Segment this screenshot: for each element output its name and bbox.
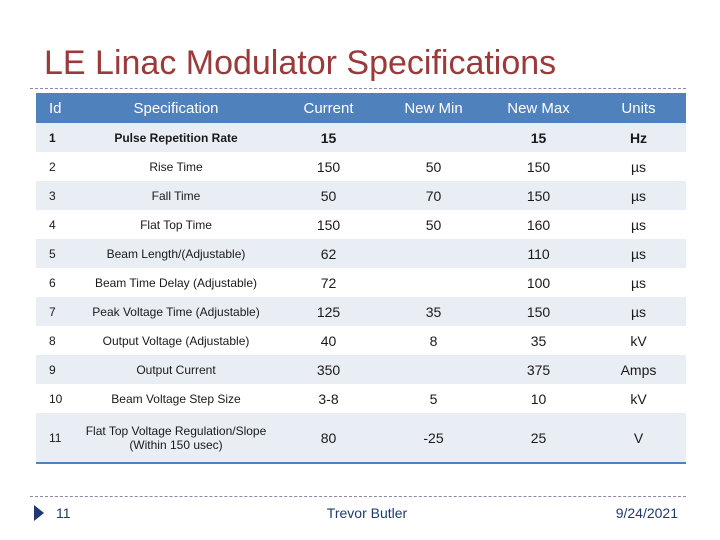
cell-new-max: 150: [486, 297, 591, 326]
cell-id: 2: [36, 152, 76, 181]
cell-units: V: [591, 413, 686, 463]
cell-units: Amps: [591, 355, 686, 384]
bottom-divider: [30, 496, 686, 497]
header-units: Units: [591, 93, 686, 123]
cell-units: µs: [591, 268, 686, 297]
cell-current: 150: [276, 210, 381, 239]
footer-author: Trevor Butler: [326, 505, 408, 521]
cell-new-max: 15: [486, 123, 591, 152]
cell-units: µs: [591, 239, 686, 268]
table-row: [36, 268, 686, 297]
cell-units: Hz: [591, 123, 686, 152]
table-row: [36, 297, 686, 326]
header-current: Current: [276, 93, 381, 123]
cell-id: 6: [36, 268, 76, 297]
cell-new-min: 70: [381, 181, 486, 210]
cell-units: kV: [591, 384, 686, 413]
cell-new-min: [381, 123, 486, 152]
cell-units: µs: [591, 152, 686, 181]
table-header-row: [36, 93, 686, 123]
cell-specification: Rise Time: [76, 152, 276, 181]
cell-id: 11: [36, 413, 76, 463]
cell-specification: Fall Time: [76, 181, 276, 210]
table-row: [36, 123, 686, 152]
cell-specification: Flat Top Time: [76, 210, 276, 239]
spec-table: [36, 93, 686, 464]
header-id: Id: [36, 93, 76, 123]
table-row: [36, 239, 686, 268]
cell-units: kV: [591, 326, 686, 355]
cell-current: 40: [276, 326, 381, 355]
cell-current: 80: [276, 413, 381, 463]
cell-current: 50: [276, 181, 381, 210]
cell-specification: Output Current: [76, 355, 276, 384]
table-row: [36, 355, 686, 384]
header-specification: Specification: [76, 93, 276, 123]
cell-new-max: 150: [486, 181, 591, 210]
cell-current: 150: [276, 152, 381, 181]
cell-id: 9: [36, 355, 76, 384]
cell-new-min: 35: [381, 297, 486, 326]
cell-units: µs: [591, 297, 686, 326]
cell-new-min: 5: [381, 384, 486, 413]
cell-new-max: 160: [486, 210, 591, 239]
cell-current: 72: [276, 268, 381, 297]
cell-specification: Beam Voltage Step Size: [76, 384, 276, 413]
table-row: [36, 210, 686, 239]
cell-new-min: -25: [381, 413, 486, 463]
cell-new-min: 50: [381, 210, 486, 239]
cell-current: 62: [276, 239, 381, 268]
top-divider: [30, 88, 686, 89]
cell-specification: Output Voltage (Adjustable): [76, 326, 276, 355]
cell-id: 5: [36, 239, 76, 268]
cell-new-min: 8: [381, 326, 486, 355]
cell-new-max: 375: [486, 355, 591, 384]
cell-specification: Pulse Repetition Rate: [76, 123, 276, 152]
footer-date: 9/24/2021: [615, 505, 678, 521]
cell-new-min: [381, 355, 486, 384]
table-row: [36, 413, 686, 463]
cell-new-max: 25: [486, 413, 591, 463]
cell-current: 350: [276, 355, 381, 384]
cell-new-min: 50: [381, 152, 486, 181]
table-row: [36, 181, 686, 210]
page-number: 11: [56, 505, 71, 521]
cell-current: 15: [276, 123, 381, 152]
table-row: [36, 326, 686, 355]
cell-id: 8: [36, 326, 76, 355]
cell-new-max: 35: [486, 326, 591, 355]
cell-new-max: 10: [486, 384, 591, 413]
cell-id: 10: [36, 384, 76, 413]
table-row: [36, 384, 686, 413]
cell-specification: Beam Length/(Adjustable): [76, 239, 276, 268]
cell-current: 125: [276, 297, 381, 326]
cell-specification: Peak Voltage Time (Adjustable): [76, 297, 276, 326]
cell-id: 1: [36, 123, 76, 152]
cell-specification: Flat Top Voltage Regulation/Slope (Within 150 usec): [76, 413, 276, 463]
header-new-max: New Max: [486, 93, 591, 123]
cell-specification: Beam Time Delay (Adjustable): [76, 268, 276, 297]
cell-new-max: 110: [486, 239, 591, 268]
cell-id: 7: [36, 297, 76, 326]
cell-current: 3-8: [276, 384, 381, 413]
cell-new-min: [381, 268, 486, 297]
cell-new-max: 100: [486, 268, 591, 297]
header-new-min: New Min: [381, 93, 486, 123]
cell-units: µs: [591, 210, 686, 239]
cell-id: 4: [36, 210, 76, 239]
cell-new-max: 150: [486, 152, 591, 181]
table-row: [36, 152, 686, 181]
cell-id: 3: [36, 181, 76, 210]
cell-units: µs: [591, 181, 686, 210]
cell-new-min: [381, 239, 486, 268]
slide-title: LE Linac Modulator Specifications: [44, 44, 557, 82]
